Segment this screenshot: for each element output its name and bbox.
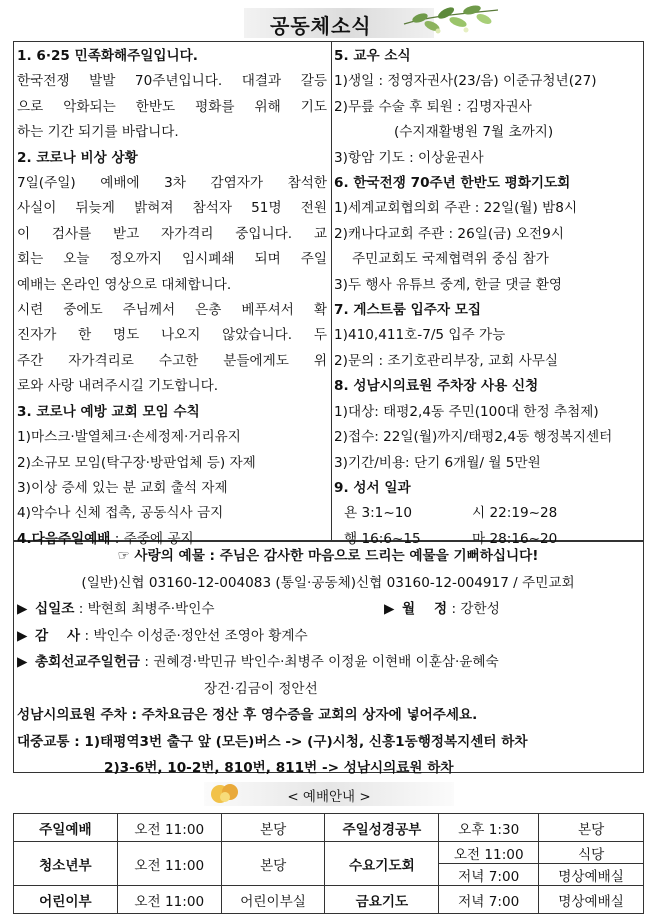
s2-line: 진자가 한 명도 나오지 않았습니다. 두 bbox=[17, 327, 327, 344]
left-column bbox=[17, 44, 327, 552]
s2-line: 이 검사를 받고 자가격리 중입니다. 교 bbox=[17, 225, 327, 242]
s2-line: 7일(주일) 예배에 3차 감염자가 참석한 bbox=[17, 175, 327, 192]
s5-line: 3)항암 기도 : 이상윤권사 bbox=[334, 149, 484, 166]
offering-section bbox=[17, 543, 639, 782]
table-cell: 명상예배실 bbox=[539, 864, 644, 886]
tithe-names: : 박현희 최병주·박인수 bbox=[74, 601, 215, 617]
s8-line: 3)기간/비용: 단기 6개월/ 월 5만원 bbox=[334, 454, 541, 471]
s5-line-indent: (수지재활병원 7월 초까지) bbox=[394, 124, 554, 141]
column-divider bbox=[331, 41, 332, 541]
s3-line: 3)이상 증세 있는 분 교회 출석 자제 bbox=[17, 479, 228, 496]
s9-reading: 마 28:16~20 bbox=[472, 530, 558, 547]
s7-title: 7. 게스트룸 입주자 모집 bbox=[334, 302, 482, 319]
bullet-icon: ▶ bbox=[17, 601, 28, 617]
table-cell: 식당 bbox=[539, 842, 644, 864]
table-cell: 수요기도회 bbox=[325, 842, 439, 886]
s5-line: 1)생일 : 정영자권사(23/음) 이준규청년(27) bbox=[334, 73, 597, 90]
thanks-names: : 박인수 이성준·정안선 조영아 황계수 bbox=[80, 627, 308, 644]
transit-line: 대중교통 : 1)태평역3번 출구 앞 (모든)버스 -> (구)시청, 신흥1동행정복지센터 하차 bbox=[17, 733, 528, 750]
monthly-offering bbox=[384, 596, 500, 623]
s2-line: 시련 중에도 주님께서 은총 베푸셔서 확 bbox=[17, 302, 327, 319]
s1-title: 1. 6·25 민족화해주일입니다. bbox=[17, 48, 198, 64]
table-row bbox=[14, 814, 644, 842]
table-cell: 본당 bbox=[539, 814, 644, 842]
s9-reading: 시 22:19~28 bbox=[472, 505, 558, 522]
table-cell: 본당 bbox=[221, 814, 325, 842]
table-row bbox=[14, 842, 644, 864]
s9-title: 9. 성서 일과 bbox=[334, 479, 411, 496]
s3-line: 1)마스크·발열체크·손세정제·거리유지 bbox=[17, 429, 241, 446]
s2-line: 사실이 뒤늦게 밝혀져 참석자 51명 전원 bbox=[17, 200, 327, 217]
table-cell: 오전 11:00 bbox=[117, 842, 221, 886]
s8-line: 1)대상: 태평2,4동 주민(100대 한정 추첨제) bbox=[334, 403, 599, 420]
right-column bbox=[334, 44, 640, 552]
table-cell: 오전 11:00 bbox=[439, 842, 539, 864]
table-cell: 저녁 7:00 bbox=[439, 864, 539, 886]
table-cell: 오전 11:00 bbox=[117, 814, 221, 842]
bullet-icon: ▶ bbox=[17, 654, 28, 670]
mission-names: : 권혜경·박민규 박인수·최병주 이정윤 이현배 이훈삼·윤혜숙 bbox=[140, 654, 499, 670]
s8-title: 8. 성남시의료원 주차장 사용 신청 bbox=[334, 378, 539, 395]
s6-line-indent: 주민교회도 국제협력위 중심 참가 bbox=[352, 251, 549, 268]
s4-text: : 주중에 공지 bbox=[110, 530, 194, 547]
offering-accounts: (일반)신협 03160-12-004083 (통일·공동체)신협 03160-12-004917 / 주민교회 bbox=[81, 574, 575, 591]
s3-title: 3. 코로나 예방 교회 모임 수칙 bbox=[17, 403, 200, 420]
table-cell: 어린이부 bbox=[14, 886, 118, 914]
s9-reading: 욘 3:1~10 bbox=[344, 505, 413, 522]
s6-title: 6. 한국전쟁 70주년 한반도 평화기도회 bbox=[334, 175, 571, 192]
bullet-icon: ▶ bbox=[17, 627, 28, 644]
table-cell: 금요기도 bbox=[325, 886, 439, 914]
s4-label: 4.다음주일예배 bbox=[17, 530, 111, 547]
s1-line: 하는 기간 되기를 바랍니다. bbox=[17, 124, 179, 141]
page-title: 공동체소식 bbox=[270, 14, 372, 38]
tithe-row bbox=[17, 596, 639, 623]
bullet-icon: ▶ bbox=[384, 601, 395, 617]
s2-line: 로와 사랑 내려주시길 기도합니다. bbox=[17, 378, 219, 395]
s8-line: 2)접수: 22일(월)까지/태평2,4동 행정복지센터 bbox=[334, 429, 613, 446]
thanks-label: 감 사 bbox=[35, 627, 81, 644]
s6-line: 3)두 행사 유튜브 중계, 한글 댓글 환영 bbox=[334, 276, 563, 293]
transit-line: 2)3-6번, 10-2번, 810번, 811번 -> 성남시의료원 하차 bbox=[104, 760, 454, 776]
table-cell: 청소년부 bbox=[14, 842, 118, 886]
s5-line: 2)무릎 수술 후 퇴원 : 김명자권사 bbox=[334, 98, 532, 115]
table-row bbox=[14, 886, 644, 914]
tithe-label: 십일조 bbox=[35, 601, 75, 617]
table-cell: 본당 bbox=[221, 842, 325, 886]
s6-line: 1)세계교회협의회 주관 : 22일(월) 밤8시 bbox=[334, 200, 578, 217]
parking-note: 성남시의료원 주차 : 주차요금은 정산 후 영수증을 교회의 상자에 넣어주세요. bbox=[17, 707, 478, 723]
table-cell: 오후 1:30 bbox=[439, 814, 539, 842]
leaf-decoration-icon bbox=[400, 0, 500, 40]
table-cell: 명상예배실 bbox=[539, 886, 644, 914]
s2-line: 주간 자가격리로 수고한 분들에게도 위 bbox=[17, 352, 327, 369]
worship-title: < 예배안내 > bbox=[287, 789, 371, 805]
monthly-names: : 강한성 bbox=[447, 601, 500, 617]
s9-reading: 행 16:6~15 bbox=[344, 530, 421, 547]
thanks-row bbox=[17, 623, 639, 650]
mission-label: 총회선교주일헌금 bbox=[35, 654, 141, 670]
s2-line: 회는 오늘 정오까지 임시폐쇄 되며 주일 bbox=[17, 251, 327, 268]
s3-line: 2)소규모 모임(탁구장·방판업체 등) 자제 bbox=[17, 454, 256, 471]
s1-line: 한국전쟁 발발 70주년입니다. 대결과 갈등 bbox=[17, 73, 327, 90]
s1-line: 으로 악화되는 한반도 평화를 위해 기도 bbox=[17, 98, 327, 115]
s5-title: 5. 교우 소식 bbox=[334, 48, 411, 64]
table-cell: 주일성경공부 bbox=[325, 814, 439, 842]
table-cell: 저녁 7:00 bbox=[439, 886, 539, 914]
table-cell: 어린이부실 bbox=[221, 886, 325, 914]
s7-line: 2)문의 : 조기호관리부장, 교회 사무실 bbox=[334, 352, 558, 369]
s7-line: 1)410,411호-7/5 입주 가능 bbox=[334, 327, 506, 344]
mission-row-cont: 장건·김금이 정안선 bbox=[204, 680, 318, 697]
worship-heading bbox=[204, 778, 454, 810]
monthly-label: 월 정 bbox=[402, 601, 448, 617]
mission-row bbox=[17, 649, 639, 676]
s9-row bbox=[334, 501, 640, 526]
s3-line: 4)악수나 신체 접촉, 공동식사 금지 bbox=[17, 505, 224, 522]
table-cell: 주일예배 bbox=[14, 814, 118, 842]
s2-line: 예배는 온라인 영상으로 대체합니다. bbox=[17, 276, 232, 293]
offering-heading: ☞ 사랑의 예물 : 주님은 감사한 마음으로 드리는 예물을 기뻐하십니다! bbox=[117, 548, 539, 564]
s2-title: 2. 코로나 비상 상황 bbox=[17, 149, 138, 166]
table-cell: 오전 11:00 bbox=[117, 886, 221, 914]
worship-table bbox=[13, 813, 644, 914]
s6-line: 2)캐나다교회 주관 : 26일(금) 오전9시 bbox=[334, 225, 564, 242]
